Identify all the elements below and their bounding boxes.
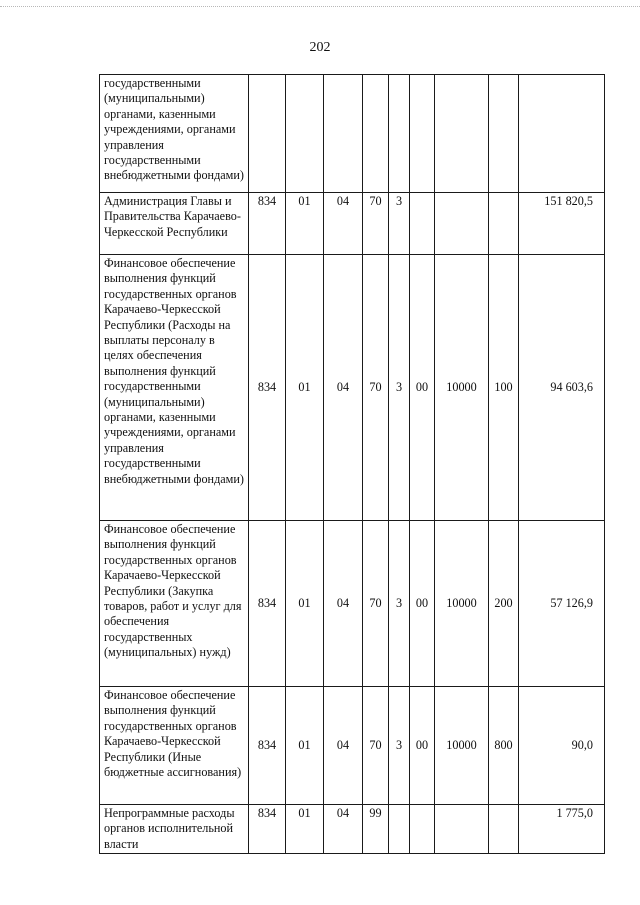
row-name: Финансовое обеспечение выполнения функций государственных органов Карачаево-Черкесской Республики (Расходы на выплаты персоналу в целях обеспечения выполнения функций государственными (муниципальными) органами, казенными учреждениями, органами управления государственными внебюджетными фондами) [100, 255, 249, 521]
cell-nr [435, 75, 489, 193]
cell-pp: 3 [389, 687, 410, 805]
cell-vr: 100 [489, 255, 519, 521]
cell-pg: 70 [363, 193, 389, 255]
cell-vr [489, 805, 519, 854]
cell-ved: 834 [249, 805, 286, 854]
table-row [100, 255, 605, 521]
scan-edge-line [0, 6, 640, 9]
table-row [100, 687, 605, 805]
table-row [100, 75, 605, 193]
cell-vr [489, 75, 519, 193]
cell-vr [489, 193, 519, 255]
cell-sum: 90,0 [519, 687, 605, 805]
cell-ved: 834 [249, 255, 286, 521]
cell-om: 00 [410, 255, 435, 521]
cell-sum: 1 775,0 [519, 805, 605, 854]
cell-om [410, 75, 435, 193]
table-row [100, 193, 605, 255]
cell-rz [286, 75, 324, 193]
cell-sum [519, 75, 605, 193]
page-number: 202 [309, 40, 331, 55]
cell-ved: 834 [249, 521, 286, 687]
cell-rz: 01 [286, 193, 324, 255]
cell-rz: 01 [286, 687, 324, 805]
cell-ved [249, 75, 286, 193]
cell-sum: 151 820,5 [519, 193, 605, 255]
cell-pg: 70 [363, 521, 389, 687]
cell-rz: 01 [286, 805, 324, 854]
cell-pp: 3 [389, 255, 410, 521]
cell-nr: 10000 [435, 687, 489, 805]
cell-sum: 57 126,9 [519, 521, 605, 687]
cell-nr: 10000 [435, 255, 489, 521]
row-name: Финансовое обеспечение выполнения функций государственных органов Карачаево-Черкесской Республики (Иные бюджетные ассигнования) [100, 687, 249, 805]
row-name: Непрограммные расходы органов исполнительной власти [100, 805, 249, 854]
budget-table [99, 74, 605, 854]
cell-pp: 3 [389, 521, 410, 687]
cell-rz: 01 [286, 521, 324, 687]
cell-vr: 200 [489, 521, 519, 687]
cell-nr [435, 805, 489, 854]
cell-pp: 3 [389, 193, 410, 255]
cell-nr [435, 193, 489, 255]
cell-pp [389, 75, 410, 193]
cell-ved: 834 [249, 687, 286, 805]
row-name: государственными (муниципальными) органами, казенными учреждениями, органами управления государственными внебюджетными фондами) [100, 75, 249, 193]
cell-vr: 800 [489, 687, 519, 805]
cell-rz: 01 [286, 255, 324, 521]
cell-pr [324, 75, 363, 193]
cell-pg: 99 [363, 805, 389, 854]
cell-pr: 04 [324, 805, 363, 854]
cell-pp [389, 805, 410, 854]
cell-pr: 04 [324, 521, 363, 687]
cell-ved: 834 [249, 193, 286, 255]
row-name: Администрация Главы и Правительства Карачаево-Черкесской Республики [100, 193, 249, 255]
cell-om [410, 193, 435, 255]
cell-pg [363, 75, 389, 193]
cell-om: 00 [410, 687, 435, 805]
cell-nr: 10000 [435, 521, 489, 687]
cell-pg: 70 [363, 687, 389, 805]
cell-om: 00 [410, 521, 435, 687]
cell-pg: 70 [363, 255, 389, 521]
table-row [100, 521, 605, 687]
cell-pr: 04 [324, 687, 363, 805]
row-name: Финансовое обеспечение выполнения функций государственных органов Карачаево-Черкесской Республики (Закупка товаров, работ и услуг для обеспечения государственных (муниципальных) нужд) [100, 521, 249, 687]
cell-pr: 04 [324, 255, 363, 521]
table-row [100, 805, 605, 854]
cell-pr: 04 [324, 193, 363, 255]
cell-sum: 94 603,6 [519, 255, 605, 521]
cell-om [410, 805, 435, 854]
